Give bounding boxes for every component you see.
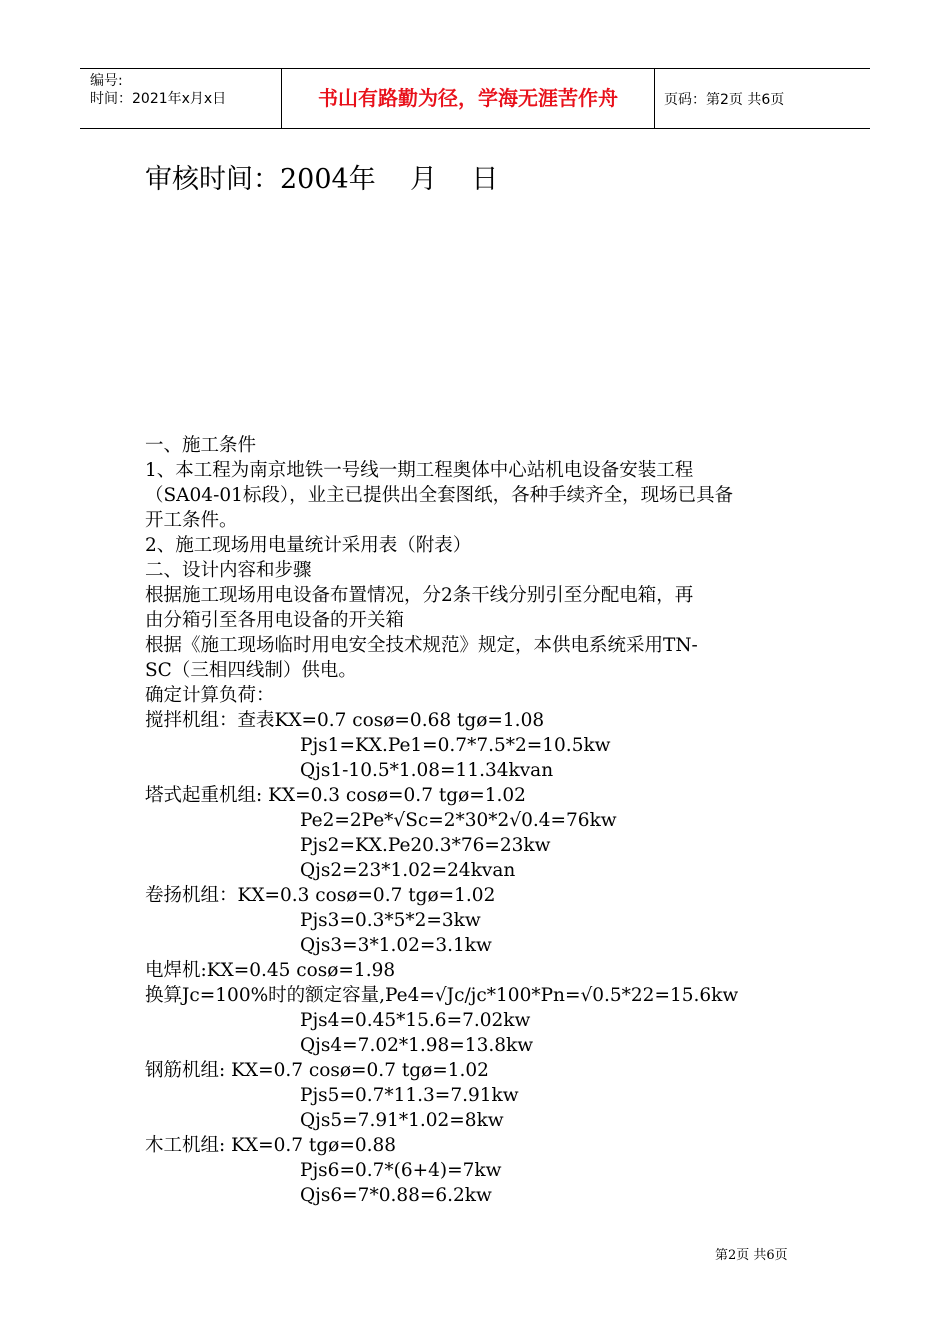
body-line: 二、设计内容和步骤 — [145, 560, 312, 581]
body-line: 搅拌机组：查表KX=0.7 cosø=0.68 tgø=1.08 — [145, 710, 545, 731]
body-line: 由分箱引至各用电设备的开关箱 — [145, 610, 405, 631]
header-bottom-rule — [80, 128, 870, 129]
body-line: 2、施工现场用电量统计采用表（附表） — [145, 535, 472, 556]
header-motto: 书山有路勤为径，学海无涯苦作舟 — [318, 86, 618, 110]
body-line: Qjs2=23*1.02=24kvan — [300, 860, 516, 881]
body-line: Pjs1=KX.Pe1=0.7*7.5*2=10.5kw — [300, 735, 611, 756]
header-number-label: 编号: — [90, 73, 123, 89]
body-line: Pjs3=0.3*5*2=3kw — [300, 910, 481, 931]
body-line: 卷扬机组：KX=0.3 cosø=0.7 tgø=1.02 — [145, 885, 496, 906]
body-line: Pjs4=0.45*15.6=7.02kw — [300, 1010, 531, 1031]
body-line: 一、施工条件 — [145, 435, 257, 456]
body-line: 木工机组: KX=0.7 tgø=0.88 — [145, 1135, 397, 1156]
header-top-rule — [80, 68, 870, 69]
body-line: 塔式起重机组: KX=0.3 cosø=0.7 tgø=1.02 — [145, 785, 526, 806]
footer-page-info: 第2页 共6页 — [715, 1248, 788, 1263]
body-text — [145, 433, 815, 1208]
body-line: 1、本工程为南京地铁一号线一期工程奥体中心站机电设备安装工程 — [145, 460, 694, 481]
body-line: 电焊机:KX=0.45 cosø=1.98 — [145, 960, 396, 981]
body-line: Pe2=2Pe*√Sc=2*30*2√0.4=76kw — [300, 810, 617, 831]
body-line: 钢筋机组: KX=0.7 cosø=0.7 tgø=1.02 — [145, 1060, 489, 1081]
header-time-label: 时间：2021年x月x日 — [90, 91, 227, 107]
review-time: 审核时间：2004年 月 日 — [145, 164, 499, 195]
body-line: 确定计算负荷： — [145, 685, 275, 706]
body-line: 根据施工现场用电设备布置情况，分2条干线分别引至分配电箱，再 — [145, 585, 694, 606]
body-line: SC（三相四线制）供电。 — [145, 660, 357, 681]
body-line: Qjs1-10.5*1.08=11.34kvan — [300, 760, 554, 781]
body-line: Qjs6=7*0.88=6.2kw — [300, 1185, 492, 1206]
header-page-info: 页码：第2页 共6页 — [664, 92, 785, 108]
body-line: Pjs2=KX.Pe20.3*76=23kw — [300, 835, 551, 856]
body-line: 换算Jc=100%时的额定容量,Pe4=√Jc/jc*100*Pn=√0.5*22=15.6kw — [145, 985, 739, 1006]
body-line: Pjs5=0.7*11.3=7.91kw — [300, 1085, 519, 1106]
body-line: Qjs5=7.91*1.02=8kw — [300, 1110, 504, 1131]
body-line: 根据《施工现场临时用电安全技术规范》规定，本供电系统采用TN- — [145, 635, 698, 656]
header-divider-right — [654, 68, 655, 128]
body-line: Qjs4=7.02*1.98=13.8kw — [300, 1035, 534, 1056]
body-line: （SA04-01标段），业主已提供出全套图纸，各种手续齐全，现场已具备 — [145, 485, 734, 506]
body-line: 开工条件。 — [145, 510, 238, 531]
body-line: Qjs3=3*1.02=3.1kw — [300, 935, 492, 956]
body-line: Pjs6=0.7*(6+4)=7kw — [300, 1160, 502, 1181]
